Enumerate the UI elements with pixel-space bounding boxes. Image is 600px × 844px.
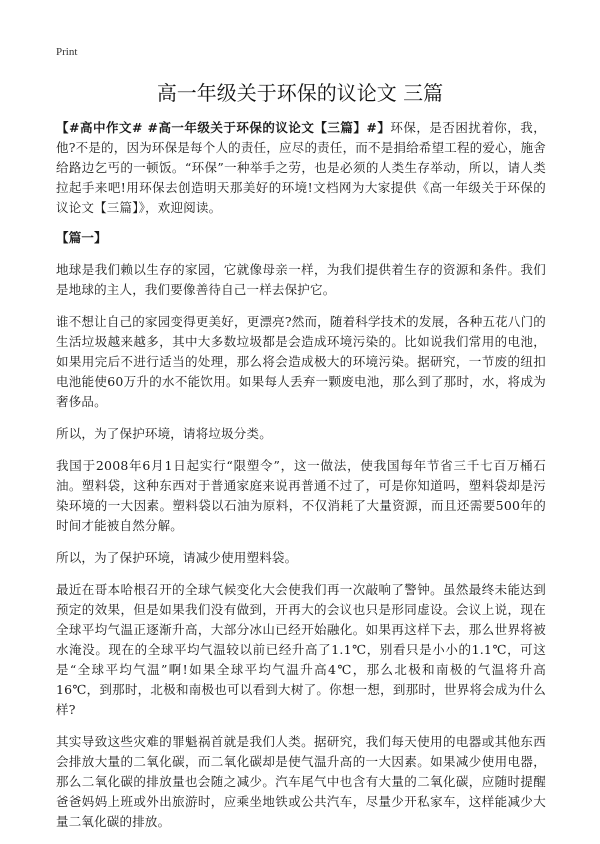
- article-body: [56, 118, 546, 844]
- paragraph: 我国于2008年6月1日起实行“限塑令”，这一做法，使我国每年节省三千七百万桶石油。塑料袋，这种东西对于普通家庭来说再普通不过了，可是你知道吗，塑料袋却是污染环境的一大因素。塑料袋以石油为原料，不仅消耗了大量资源，而且还需要500年的时间才能被自然分解。: [56, 458, 546, 533]
- paragraph: 谁不想让自己的家园变得更美好，更漂亮?然而，随着科学技术的发展，各种五花八门的生活垃圾越来越多，其中大多数垃圾都是会造成环境污染的。比如说我们常用的电池，如果用完后不进行适当的处理，那么将会造成极大的环境污染。据研究，一节废的纽扣电池能使60万升的水不能饮用。如果每人丢弃一颗废电池，那么到了那时，水，将成为奢侈品。: [56, 314, 546, 409]
- paragraph: 最近在哥本哈根召开的全球气候变化大会使我们再一次敲响了警钟。虽然最终未能达到预定的效果，但是如果我们没有做到，开再大的会议也只是形同虚设。会议上说，现在全球平均气温正逐渐升高，大部分冰山已经开始融化。如果再这样下去，那么世界将被水淹没。现在的全球平均气温较以前已经升高了1.1℃，别看只是小小的1.1℃，可这是“全球平均气温”啊!如果全球平均气温升高4℃，那么北极和南极的气温将升高16℃，到那时，北极和南极也可以看到大树了。你想一想，到那时，世界将会成为什么样?: [56, 582, 546, 717]
- paragraph: 地球是我们赖以生存的家园，它就像母亲一样，为我们提供着生存的资源和条件。我们是地球的主人，我们要像善待自己一样去保护它。: [56, 262, 546, 297]
- intro-tag: 【#高中作文# #高一年级关于环保的议论文【三篇】#】: [56, 120, 391, 135]
- print-link[interactable]: Print: [56, 46, 78, 58]
- paragraph: 其实导致这些灾难的罪魁祸首就是我们人类。据研究，我们每天使用的电器或其他东西会排放大量的二氧化碳，而二氧化碳却是使气温升高的一大因素。如果减少使用电器，那么二氧化碳的排放量也会随之减少。汽车尾气中也含有大量的二氧化碳，应随时提醒爸爸妈妈上班或外出旅游时，应乘坐地铁或公共汽车，尽量少开私家车，这样能减少大量二氧化碳的排放。: [56, 734, 546, 829]
- paragraph: 所以，为了保护环境，请将垃圾分类。: [56, 426, 272, 441]
- intro-paragraph: [56, 118, 546, 218]
- article-title: 高一年级关于环保的议论文 三篇: [156, 81, 444, 105]
- paragraph: 所以，为了保护环境，请减少使用塑料袋。: [56, 550, 298, 565]
- intro-text: 环保，是否困扰着你，我，他?不是的，因为环保是每个人的责任，应尽的责任，而不是捐给希望工程的爱心，施舍给路边乞丐的一顿饭。“环保”一种举手之劳，也是必须的人类生存举动，所以，请人类拉起手来吧!用环保去创造明天那美好的环境!文档网为大家提供《高一年级关于环保的议论文【三篇】》，欢迎阅读。: [56, 120, 546, 215]
- section-heading: 【篇一】: [56, 230, 107, 245]
